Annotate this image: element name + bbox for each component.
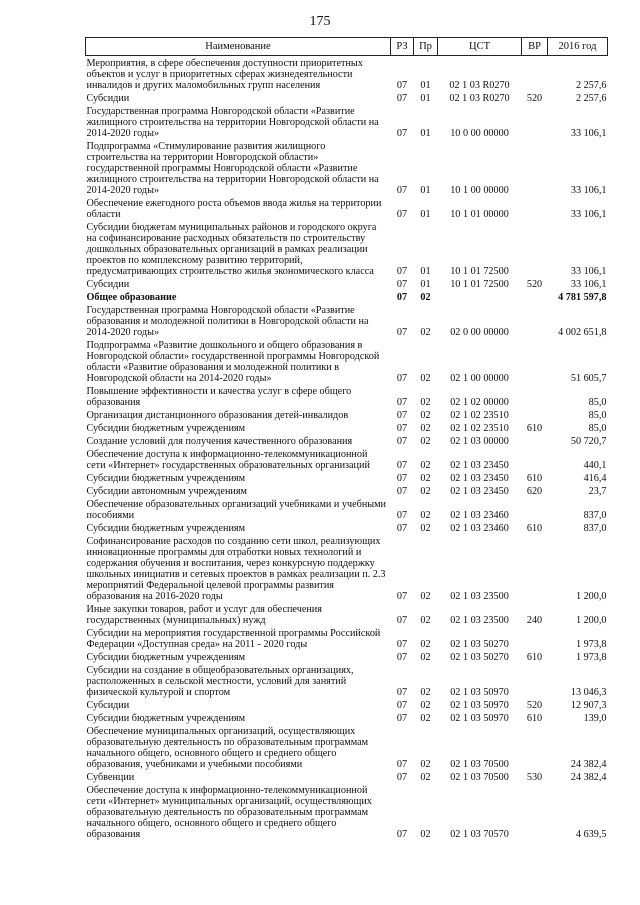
row-target-article: 02 1 03 70500 [450,772,509,783]
row-subsection-code: 02 [420,687,431,698]
row-amount: 4 002 651,8 [558,327,607,338]
row-target-article: 10 1 00 00000 [450,185,509,196]
table-row [86,290,608,303]
row-name: Обеспечение муниципальных организаций, осуществляющих образовательную деятельность по образовательным программам начального общего, основного общего и среднего общего образования, учебниками и учебными пособиями [86,726,369,770]
row-amount: 1 200,0 [575,615,607,626]
table-row [86,497,608,521]
page-number: 175 [309,14,331,29]
column-header-vr: ВР [522,38,548,56]
table-row [86,663,608,698]
row-target-article: 02 1 03 23450 [450,473,509,484]
row-section-code: 07 [396,523,408,534]
row-subsection-code: 02 [420,292,431,303]
row-expense-type: 530 [526,772,543,783]
row-section-code: 07 [396,473,408,484]
row-amount: 1 200,0 [575,591,607,602]
table-row [86,471,608,484]
row-section-code: 07 [396,266,408,277]
row-target-article: 02 1 03 R0270 [449,80,510,91]
row-subsection-code: 01 [420,279,431,290]
row-name: Иные закупки товаров, работ и услуг для обеспечения государственных (муниципальных) нужд [86,604,322,626]
row-amount: 33 106,1 [570,279,607,290]
row-name: Обеспечение ежегодного роста объемов ввода жилья на территории области [86,198,382,220]
table-row [86,521,608,534]
table-body [86,56,608,841]
row-target-article: 02 1 03 R0270 [449,93,510,104]
row-target-article: 02 1 00 00000 [450,373,509,384]
row-subsection-code: 01 [420,266,431,277]
row-expense-type [522,303,548,338]
column-header-year: 2016 год [548,38,608,56]
table-row [86,626,608,650]
row-subsection-code: 02 [420,700,431,711]
row-target-article: 02 1 02 23510 [450,423,509,434]
row-expense-type [522,290,548,303]
row-name: Субсидии [86,279,130,290]
row-amount: 23,7 [588,486,607,497]
row-subsection-code: 02 [420,510,431,521]
row-name: Субсидии бюджетным учреждениям [86,423,246,434]
row-section-code: 07 [396,591,408,602]
row-section-code: 07 [396,279,408,290]
table-row [86,650,608,663]
row-amount: 33 106,1 [570,266,607,277]
row-section-code: 07 [396,713,408,724]
row-amount: 50 720,7 [570,436,607,447]
row-expense-type [522,626,548,650]
column-header-rz: РЗ [391,38,414,56]
row-amount: 1 973,8 [575,652,607,663]
row-name: Подпрограмма «Стимулирование развития жилищного строительства на территории Новгородской области» государственной программы Новгородской области «Развитие жилищного строительства на территории Новгородской области на 2014-2020 годы» [86,141,379,196]
row-name: Субсидии бюджетам муниципальных районов и городского округа на софинансирование расходных обязательств по строительству дошкольных образовательных организаций в рамках реализации проектов по комплексному развитию территорий, предусматривающих строительство жилья экономического класса [86,222,377,277]
row-subsection-code: 02 [420,397,431,408]
row-amount: 2 257,6 [575,93,607,104]
row-target-article: 10 1 01 00000 [450,209,509,220]
table-row [86,338,608,384]
row-name: Обеспечение доступа к информационно-телекоммуникационной сети «Интернет» муниципальных организаций, осуществляющих образовательную деятельность по образовательным программам начального общего, основного общего и среднего общего образования [86,785,372,840]
row-target-article: 02 1 03 50270 [450,652,509,663]
row-target-article [438,290,522,303]
row-subsection-code: 01 [420,93,431,104]
row-expense-type [522,196,548,220]
row-target-article: 02 1 03 70570 [450,829,509,840]
table-row [86,484,608,497]
row-section-code: 07 [396,410,408,421]
row-target-article: 10 1 01 72500 [450,279,509,290]
row-amount: 85,0 [588,410,607,421]
row-subsection-code: 02 [420,615,431,626]
table-row [86,196,608,220]
row-subsection-code: 02 [420,373,431,384]
row-amount: 139,0 [583,713,607,724]
row-expense-type [522,783,548,840]
row-section-code: 07 [396,80,408,91]
row-name: Создание условий для получения качественного образования [86,436,353,447]
row-subsection-code: 02 [420,639,431,650]
row-section-code: 07 [396,397,408,408]
row-target-article: 02 1 03 50970 [450,687,509,698]
row-name: Обеспечение образовательных организаций учебниками и учебными пособиями [86,499,387,521]
row-name: Субсидии бюджетным учреждениям [86,523,246,534]
row-name: Субсидии на создание в общеобразовательных организациях, расположенных в сельской местности, условий для занятий физической культурой и спортом [86,665,354,698]
table-row [86,602,608,626]
row-name: Подпрограмма «Развитие дошкольного и общего образования в Новгородской области» государственной программы Новгородской области «Развитие образования и молодежной политики в Новгородской области на 2014-2020 годы» [86,340,380,384]
row-expense-type: 520 [526,700,543,711]
row-section-code: 07 [396,700,408,711]
row-section-code: 07 [396,460,408,471]
row-expense-type: 610 [526,523,543,534]
row-amount: 33 106,1 [570,209,607,220]
row-expense-type: 610 [526,652,543,663]
row-section-code: 07 [396,292,408,303]
table-row [86,408,608,421]
row-amount: 33 106,1 [570,185,607,196]
table-header [86,38,608,56]
row-name: Субсидии на мероприятия государственной программы Российской Федерации «Доступная среда» на 2011 - 2020 годы [86,628,381,650]
row-target-article: 10 1 01 72500 [450,266,509,277]
row-expense-type [522,384,548,408]
row-amount: 416,4 [583,473,607,484]
row-subsection-code: 02 [420,460,431,471]
row-amount: 2 257,6 [575,80,607,91]
row-subsection-code: 01 [420,185,431,196]
row-subsection-code: 02 [420,829,431,840]
row-subsection-code: 02 [420,652,431,663]
row-name: Субсидии бюджетным учреждениям [86,473,246,484]
row-amount: 24 382,4 [570,759,607,770]
row-subsection-code: 02 [420,327,431,338]
row-amount: 13 046,3 [570,687,607,698]
row-subsection-code: 01 [420,209,431,220]
row-section-code: 07 [396,423,408,434]
table-row [86,104,608,139]
row-expense-type [522,434,548,447]
row-target-article: 02 1 03 00000 [450,436,509,447]
column-header-cst: ЦСТ [438,38,522,56]
row-name: Обеспечение доступа к информационно-телекоммуникационной сети «Интернет» государственных образовательных организаций [86,449,370,471]
row-amount: 12 907,3 [570,700,607,711]
row-section-code: 07 [396,687,408,698]
row-name: Мероприятия, в сфере обеспечения доступности приоритетных объектов и услуг в приоритетных сферах жизнедеятельности инвалидов и других маломобильных групп населения [86,58,363,91]
row-expense-type: 520 [526,93,543,104]
row-section-code: 07 [396,373,408,384]
table-row [86,724,608,770]
row-section-code: 07 [396,209,408,220]
row-expense-type: 620 [526,486,543,497]
row-section-code: 07 [396,615,408,626]
row-section-code: 07 [396,436,408,447]
row-subsection-code: 02 [420,410,431,421]
row-amount: 85,0 [588,397,607,408]
row-expense-type [522,408,548,421]
row-name: Субсидии [86,700,130,711]
table-row [86,56,608,92]
row-section-code: 07 [396,829,408,840]
row-amount: 24 382,4 [570,772,607,783]
row-amount: 837,0 [583,510,607,521]
row-expense-type: 610 [526,713,543,724]
row-section-code: 07 [396,510,408,521]
row-subsection-code: 02 [420,523,431,534]
row-section-code: 07 [396,639,408,650]
row-section-code: 07 [396,759,408,770]
row-amount: 837,0 [583,523,607,534]
row-target-article: 02 1 03 23500 [450,615,509,626]
row-expense-type: 610 [526,473,543,484]
row-subsection-code: 02 [420,772,431,783]
row-name: Государственная программа Новгородской области «Развитие образования и молодежной политики в Новгородской области на 2014-2020 годы» [86,305,369,338]
row-section-code: 07 [396,486,408,497]
row-name: Повышение эффективности и качества услуг в сфере общего образования [86,386,352,408]
row-expense-type [522,724,548,770]
row-section-code: 07 [396,652,408,663]
table-row [86,698,608,711]
row-subsection-code: 02 [420,713,431,724]
row-target-article: 02 1 02 00000 [450,397,509,408]
row-subsection-code: 02 [420,591,431,602]
table-row [86,711,608,724]
row-subsection-code: 02 [420,759,431,770]
row-section-code: 07 [396,327,408,338]
column-header-pr: Пр [414,38,438,56]
row-subsection-code: 02 [420,486,431,497]
row-expense-type: 240 [526,615,543,626]
table-row [86,384,608,408]
row-target-article: 02 1 03 23450 [450,460,509,471]
row-target-article: 10 0 00 00000 [450,128,509,139]
row-amount: 4 781 597,8 [558,292,607,303]
table-row [86,421,608,434]
table-row [86,770,608,783]
row-section-code: 07 [396,93,408,104]
row-amount: 440,1 [583,460,607,471]
budget-table [85,37,608,840]
column-header-name: Наименование [86,38,391,56]
row-subsection-code: 02 [420,436,431,447]
row-name: Субсидии бюджетным учреждениям [86,652,246,663]
row-name: Организация дистанционного образования детей-инвалидов [86,410,349,421]
table-row [86,434,608,447]
table-row [86,303,608,338]
row-target-article: 02 1 03 50970 [450,713,509,724]
row-expense-type [522,338,548,384]
row-target-article: 02 1 03 70500 [450,759,509,770]
row-expense-type [522,220,548,277]
row-subsection-code: 01 [420,128,431,139]
row-subsection-code: 02 [420,473,431,484]
row-amount: 85,0 [588,423,607,434]
row-expense-type [522,497,548,521]
row-amount: 1 973,8 [575,639,607,650]
row-target-article: 02 0 00 00000 [450,327,509,338]
row-expense-type [522,663,548,698]
row-name: Субсидии [86,93,130,104]
row-target-article: 02 1 03 23500 [450,591,509,602]
table-row [86,139,608,196]
row-expense-type [522,447,548,471]
row-subsection-code: 01 [420,80,431,91]
row-amount: 33 106,1 [570,128,607,139]
row-name: Субвенции [86,772,135,783]
row-expense-type [522,56,548,92]
row-subsection-code: 02 [420,423,431,434]
row-target-article: 02 1 03 23460 [450,523,509,534]
table-row [86,220,608,277]
row-name: Государственная программа Новгородской области «Развитие жилищного строительства на территории Новгородской области на 2014-2020 годы» [86,106,379,139]
table-row [86,534,608,602]
row-expense-type [522,534,548,602]
row-target-article: 02 1 02 23510 [450,410,509,421]
table-row [86,783,608,840]
row-target-article: 02 1 03 23450 [450,486,509,497]
row-section-code: 07 [396,772,408,783]
row-section-code: 07 [396,128,408,139]
row-expense-type: 520 [526,279,543,290]
row-name: Софинансирование расходов по созданию сети школ, реализующих инновационные программы для отработки новых технологий и содержания обучения и воспитания, через конкурсную поддержку школьных инициатив и сетевых проектов в рамках реализации п. 2.3 мероприятий Федеральной целевой программы развития образования на 2016-2020 годы [86,536,386,602]
row-expense-type [522,139,548,196]
row-name: Общее образование [86,292,177,303]
table-row [86,447,608,471]
row-name: Субсидии бюджетным учреждениям [86,713,246,724]
row-target-article: 02 1 03 50270 [450,639,509,650]
row-expense-type: 610 [526,423,543,434]
row-section-code: 07 [396,185,408,196]
row-expense-type [522,104,548,139]
table-row [86,277,608,290]
row-amount: 51 605,7 [570,373,607,384]
table-row [86,91,608,104]
row-name: Субсидии автономным учреждениям [86,486,247,497]
row-target-article: 02 1 03 50970 [450,700,509,711]
row-amount: 4 639,5 [575,829,607,840]
row-target-article: 02 1 03 23460 [450,510,509,521]
